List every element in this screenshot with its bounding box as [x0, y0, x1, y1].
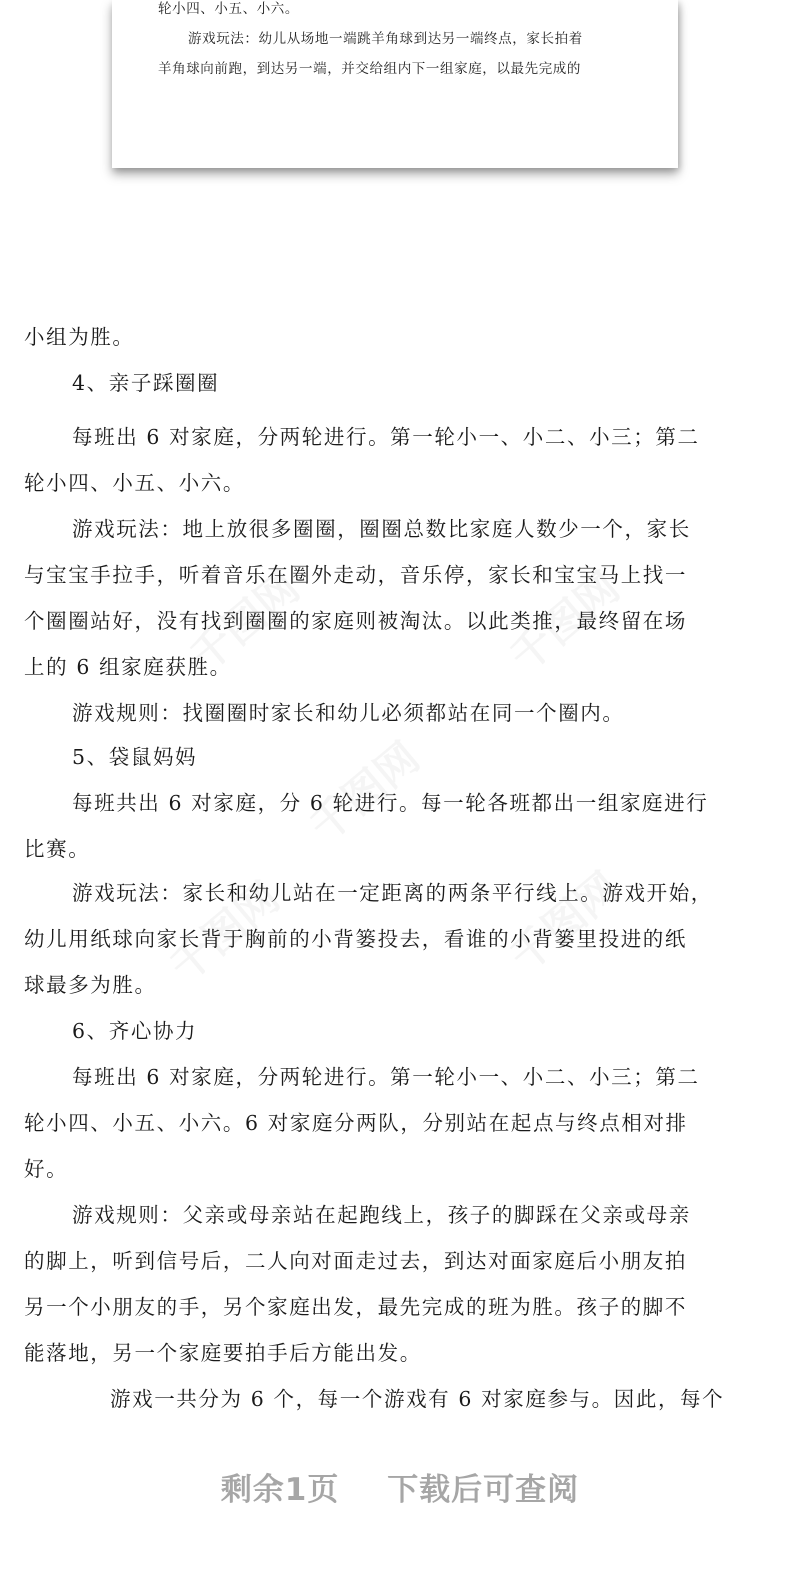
doc-line: 每班共出 6 对家庭，分 6 轮进行。每一轮各班都出一组家庭进行	[72, 791, 709, 815]
doc-line: 游戏玩法：地上放很多圈圈，圈圈总数比家庭人数少一个，家长	[72, 517, 691, 541]
doc-line: 上的 6 组家庭获胜。	[24, 655, 232, 679]
doc-line: 游戏规则：找圈圈时家长和幼儿必须都站在同一个圈内。	[72, 701, 625, 725]
doc-line: 好。	[24, 1157, 69, 1181]
card-line-3: 羊角球向前跑，到达另一端，并交给组内下一组家庭，以最先完成的	[158, 61, 581, 77]
section-heading: 5、袋鼠妈妈	[72, 745, 198, 769]
doc-line: 另一个小朋友的手，另个家庭出发，最先完成的班为胜。孩子的脚不	[24, 1295, 687, 1319]
doc-line: 与宝宝手拉手，听着音乐在圈外走动，音乐停，家长和宝宝马上找一	[24, 563, 687, 587]
watermark: 千图网	[300, 732, 429, 852]
doc-line: 小组为胜。	[24, 325, 135, 349]
doc-line: 游戏规则：父亲或母亲站在起跑线上，孩子的脚踩在父亲或母亲	[72, 1203, 691, 1227]
card-line-1: 轮小四、小五、小六。	[158, 1, 299, 17]
doc-line: 游戏一共分为 6 个，每一个游戏有 6 对家庭参与。因此，每个	[110, 1387, 725, 1411]
doc-line: 幼儿用纸球向家长背于胸前的小背篓投去，看谁的小背篓里投进的纸	[24, 927, 687, 951]
section-heading: 4、亲子踩圈圈	[72, 371, 220, 395]
watermark: 千图网	[500, 562, 629, 682]
watermark: 千图网	[180, 562, 309, 682]
doc-line: 每班出 6 对家庭，分两轮进行。第一轮小一、小二、小三；第二	[72, 1065, 700, 1089]
doc-line: 个圈圈站好，没有找到圈圈的家庭则被淘汰。以此类推，最终留在场	[24, 609, 687, 633]
download-prompt[interactable]	[0, 1465, 800, 1515]
preview-page-card	[112, 0, 678, 168]
watermark: 千图网	[160, 872, 289, 992]
doc-line: 球最多为胜。	[24, 973, 157, 997]
doc-line: 轮小四、小五、小六。	[24, 471, 245, 495]
download-to-view-label[interactable]: 下载后可查阅	[387, 1472, 580, 1508]
doc-line: 的脚上，听到信号后，二人向对面走过去，到达对面家庭后小朋友拍	[24, 1249, 687, 1273]
doc-line: 能落地，另一个家庭要拍手后方能出发。	[24, 1341, 422, 1365]
watermark: 千图网	[500, 862, 629, 982]
remaining-pages-label[interactable]: 剩余1页	[220, 1472, 340, 1508]
doc-line: 比赛。	[24, 837, 91, 861]
doc-line: 游戏玩法：家长和幼儿站在一定距离的两条平行线上。游戏开始，	[72, 881, 713, 905]
card-line-2: 游戏玩法：幼儿从场地一端跳羊角球到达另一端终点，家长拍着	[188, 31, 583, 47]
doc-line: 每班出 6 对家庭，分两轮进行。第一轮小一、小二、小三；第二	[72, 425, 700, 449]
doc-line: 轮小四、小五、小六。6 对家庭分两队，分别站在起点与终点相对排	[24, 1111, 688, 1135]
section-heading: 6、齐心协力	[72, 1019, 198, 1043]
